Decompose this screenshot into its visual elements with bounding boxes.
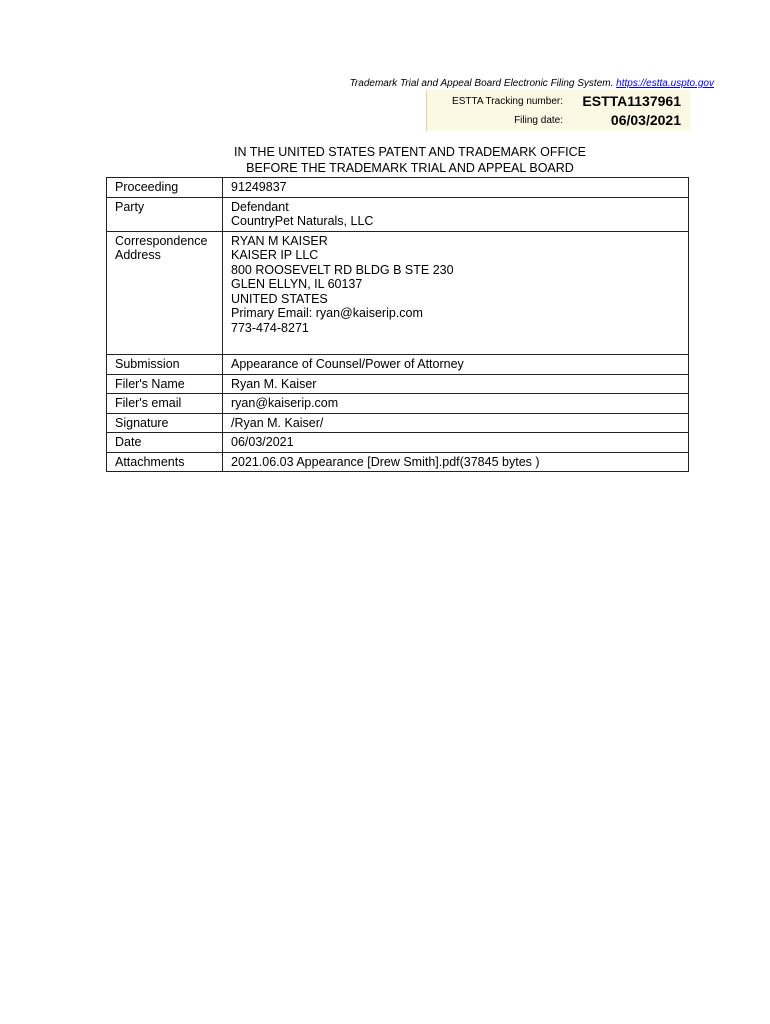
- filer-email-label: Filer's email: [107, 394, 223, 414]
- correspondence-label: [107, 231, 223, 355]
- correspondent-city: GLEN ELLYN, IL 60137: [231, 277, 363, 291]
- tracking-label: ESTTA Tracking number:: [452, 96, 563, 107]
- heading-line-1: IN THE UNITED STATES PATENT AND TRADEMARK OFFICE: [234, 145, 586, 159]
- filer-name-label: Filer's Name: [107, 374, 223, 394]
- correspondence-label-line-2: Address: [115, 248, 161, 262]
- proceeding-value: 91249837: [223, 178, 689, 198]
- signature-label: Signature: [107, 413, 223, 433]
- party-value: [223, 197, 689, 231]
- filing-date-row: [427, 110, 690, 130]
- document-heading: [160, 144, 660, 176]
- table-row-filer-email: [107, 394, 689, 414]
- correspondence-value: [223, 231, 689, 355]
- correspondent-firm: KAISER IP LLC: [231, 248, 319, 262]
- correspondent-street: 800 ROOSEVELT RD BLDG B STE 230: [231, 262, 454, 277]
- table-row-signature: [107, 413, 689, 433]
- attachments-label: Attachments: [107, 452, 223, 472]
- table-row-attachments: [107, 452, 689, 472]
- estta-link[interactable]: https://estta.uspto.gov: [616, 78, 714, 89]
- submission-label: Submission: [107, 355, 223, 375]
- correspondence-label-line-1: Correspondence: [115, 233, 208, 248]
- date-value: 06/03/2021: [223, 433, 689, 453]
- correspondent-country: UNITED STATES: [231, 291, 328, 306]
- correspondent-email: Primary Email: ryan@kaiserip.com: [231, 306, 423, 320]
- filer-name-value: Ryan M. Kaiser: [223, 374, 689, 394]
- party-name: CountryPet Naturals, LLC: [231, 214, 374, 228]
- table-row-correspondence: [107, 231, 689, 355]
- system-header-line: [300, 78, 714, 89]
- signature-value: /Ryan M. Kaiser/: [223, 413, 689, 433]
- party-role: Defendant: [231, 199, 289, 214]
- table-row-date: [107, 433, 689, 453]
- tracking-box: [426, 90, 690, 131]
- filing-details-table: [106, 177, 689, 472]
- proceeding-label: Proceeding: [107, 178, 223, 198]
- submission-value: Appearance of Counsel/Power of Attorney: [223, 355, 689, 375]
- table-row-filer-name: [107, 374, 689, 394]
- filer-email-value: ryan@kaiserip.com: [223, 394, 689, 414]
- table-row-submission: [107, 355, 689, 375]
- system-text: Trademark Trial and Appeal Board Electronic Filing System.: [349, 78, 614, 89]
- table-row-party: [107, 197, 689, 231]
- table-row-proceeding: [107, 178, 689, 198]
- filing-date-label: Filing date:: [514, 115, 563, 126]
- attachments-value: 2021.06.03 Appearance [Drew Smith].pdf(37845 bytes ): [223, 452, 689, 472]
- tracking-row: [427, 91, 690, 111]
- date-label: Date: [107, 433, 223, 453]
- correspondent-name: RYAN M KAISER: [231, 233, 328, 248]
- tracking-number: ESTTA1137961: [582, 93, 681, 109]
- party-label: Party: [107, 197, 223, 231]
- filing-date-value: 06/03/2021: [610, 112, 681, 128]
- heading-line-2: BEFORE THE TRADEMARK TRIAL AND APPEAL BOARD: [246, 161, 574, 175]
- correspondent-phone: 773-474-8271: [231, 320, 309, 335]
